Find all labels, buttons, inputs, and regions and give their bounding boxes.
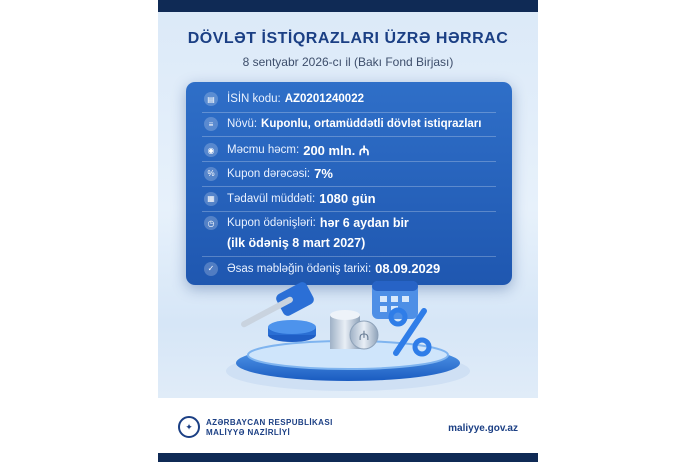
footer: [158, 398, 538, 462]
document-icon: ≡: [204, 117, 218, 131]
divider: [202, 112, 496, 113]
gavel-icon: [240, 280, 316, 342]
website-link[interactable]: maliyye.gov.az: [448, 423, 518, 434]
infographic-card: [158, 0, 538, 462]
coin-stack-icon: [330, 310, 378, 349]
id-card-icon: ▤: [204, 92, 218, 106]
state-emblem-icon: ✦: [178, 416, 200, 438]
detail-value: AZ0201240022: [284, 93, 364, 105]
detail-value-continued: (ilk ödəniş 8 mart 2027): [227, 236, 366, 250]
calendar-icon: ▦: [204, 192, 218, 206]
detail-value: 1080 gün: [319, 191, 376, 206]
detail-value: 7%: [314, 166, 333, 181]
check-circle-icon: ✓: [204, 262, 218, 276]
clock-icon: ◷: [204, 216, 218, 230]
divider: [202, 161, 496, 162]
divider: [202, 136, 496, 137]
detail-row-type: [204, 117, 481, 131]
detail-row-isin: [204, 92, 364, 106]
auction-illustration: [158, 275, 538, 400]
detail-value: 08.09.2029: [375, 261, 441, 276]
detail-row-coupon-rate: [204, 166, 333, 181]
divider: [202, 211, 496, 212]
detail-row-term: [204, 191, 376, 206]
detail-label: Məcmu həcm:: [227, 144, 300, 156]
detail-label: Növü:: [227, 118, 258, 130]
ministry-name: [206, 418, 333, 438]
detail-label: Kupon ödənişləri:: [227, 217, 316, 229]
detail-row-volume: [204, 141, 369, 159]
divider: [202, 256, 496, 257]
percent-icon: %: [204, 167, 218, 181]
detail-label: İSİN kodu:: [227, 93, 281, 105]
svg-text:₼: ₼: [358, 328, 370, 343]
detail-label: Tədavül müddəti:: [227, 192, 316, 205]
detail-row-maturity: [204, 261, 440, 276]
bottom-bar: [158, 453, 538, 462]
coins-stack-icon: ◉: [204, 143, 218, 157]
details-panel: [186, 82, 512, 285]
page-subtitle: 8 sentyabr 2026-cı il (Bakı Fond Birjası): [242, 55, 454, 69]
detail-value: 200 mln. ₼: [303, 143, 370, 158]
page-title: DÖVLƏT İSTİQRAZLARI ÜZRƏ HƏRRAC: [187, 30, 509, 47]
divider: [202, 186, 496, 187]
detail-label: Əsas məbləğin ödəniş tarixi:: [227, 262, 372, 275]
top-bar: [158, 0, 538, 12]
ministry-name-line1: AZƏRBAYCAN RESPUBLİKASI: [206, 418, 333, 427]
detail-label: Kupon dərəcəsi:: [227, 167, 311, 180]
detail-row-coupon-payments: [204, 216, 409, 230]
detail-value: hər 6 aydan bir: [319, 216, 409, 230]
detail-value: Kuponlu, ortamüddətli dövlət istiqrazları: [261, 118, 482, 130]
ministry-name-line2: MALİYYƏ NAZİRLİYİ: [206, 428, 291, 437]
